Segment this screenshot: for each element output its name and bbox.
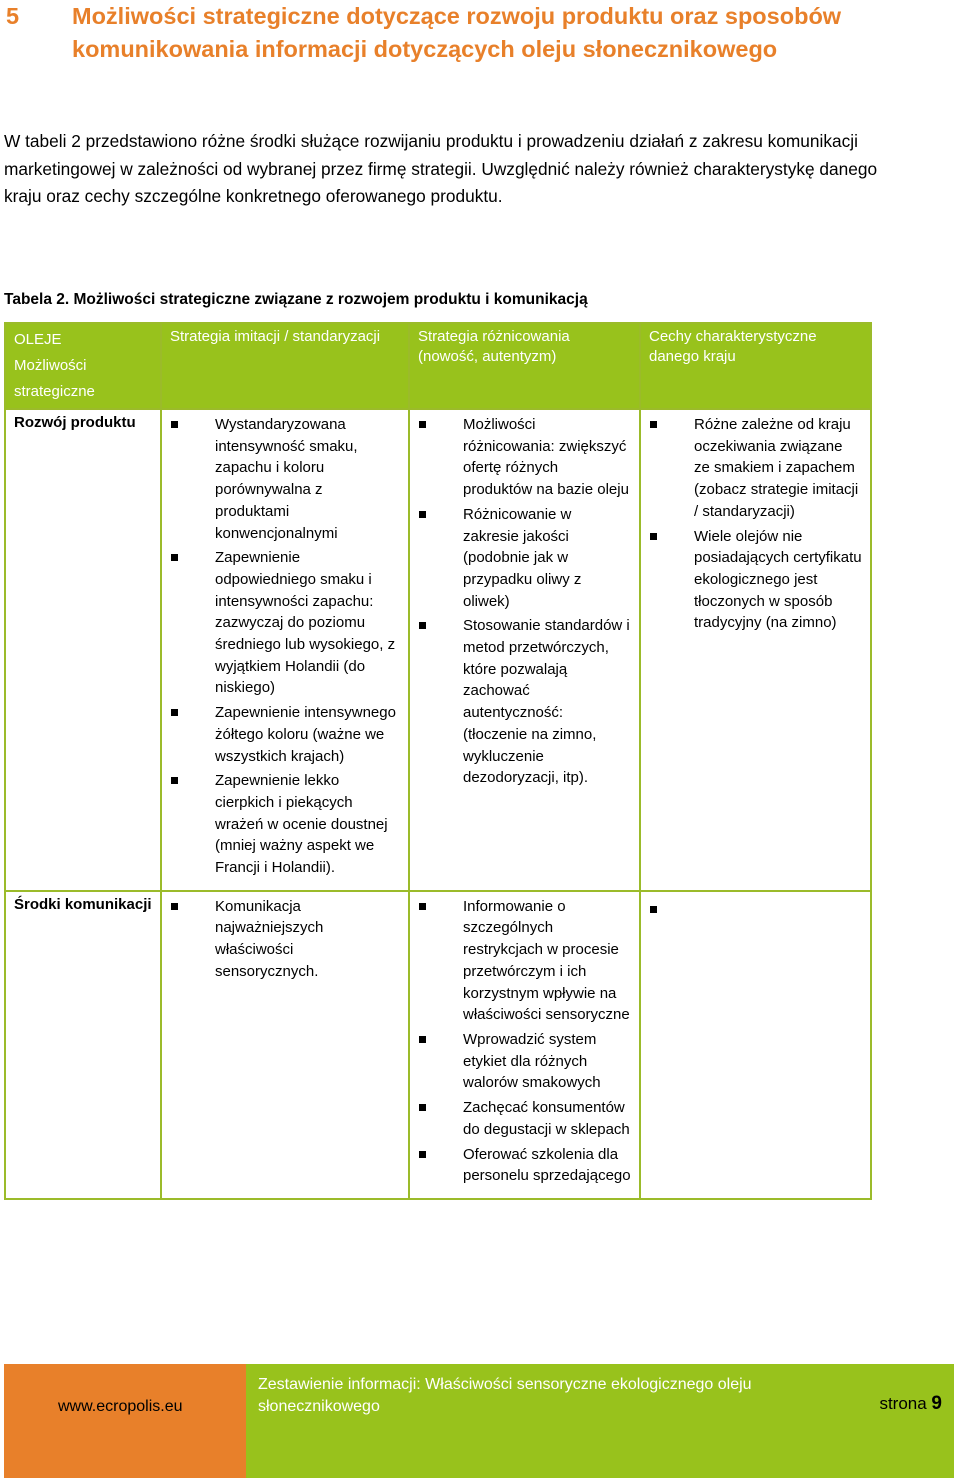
square-bullet-icon (419, 511, 426, 518)
list-item (418, 1097, 631, 1140)
cell-communication-imitation (161, 891, 409, 1199)
list-item (170, 547, 400, 699)
cell-product-imitation (161, 409, 409, 891)
bullet-list (170, 414, 400, 879)
header-country-characteristics: Cechy charakterystyczne danego kraju (640, 323, 871, 409)
list-item (418, 504, 631, 613)
square-bullet-icon (171, 554, 178, 561)
list-item (418, 615, 631, 789)
header-differentiation-strategy: Strategia różnicowania (nowość, autentyzm) (409, 323, 640, 409)
header-imitation-strategy: Strategia imitacji / standaryzacji (161, 323, 409, 409)
header-oleje-line-2: Możliwości (14, 357, 87, 374)
header-oleje-line-1: OLEJE (14, 331, 62, 348)
cell-communication-country (640, 891, 871, 1199)
header-oleje (5, 323, 161, 409)
list-item (418, 1029, 631, 1094)
list-item-text: Komunikacja najważniejszych właściwości sensorycznych. (215, 897, 324, 980)
list-item-text: Informowanie o szczególnych restrykcjach w procesie przetwórczym i ich korzystnym wpływie na właściwości sensoryczne (463, 897, 630, 1024)
list-item-text: Wprowadzić system etykiet dla różnych walorów smakowych (463, 1030, 601, 1092)
square-bullet-icon (419, 903, 426, 910)
page-label-text: strona (879, 1394, 927, 1413)
list-item-text: Oferować szkolenia dla personelu sprzedającego (463, 1145, 631, 1185)
list-item-text: Wystandaryzowana intensywność smaku, zapachu i koloru porównywalna z produktami konwencjonalnymi (215, 416, 358, 542)
table-row (5, 891, 871, 1199)
square-bullet-icon (650, 906, 657, 913)
square-bullet-icon (419, 1151, 426, 1158)
square-bullet-icon (419, 1104, 426, 1111)
list-item (418, 896, 631, 1026)
footer-title-block (246, 1364, 954, 1478)
list-item-text: Różnicowanie w zakresie jakości (podobnie jak w przypadku oliwy z oliwek) (463, 505, 582, 610)
footer-title: Zestawienie informacji: Właściwości sensoryczne ekologicznego oleju słonecznikowego (258, 1376, 752, 1415)
footer-url-block (4, 1364, 246, 1478)
row-label-communication: Środki komunikacji (5, 891, 161, 1199)
page-number: 9 (931, 1393, 942, 1414)
table-row (5, 409, 871, 891)
list-item-text: Zapewnienie lekko cierpkich i piekących wrażeń w ocenie doustnej (mniej ważny aspekt we Francji i Holandii). (215, 772, 388, 877)
list-item (649, 526, 862, 635)
intro-paragraph: W tabeli 2 przedstawiono różne środki służące rozwijaniu produktu i prowadzeniu działań z zakresu komunikacji marketingowej w zależności od wybranej przez firmę strategii. Uwzględnić należy również charakterystykę danego kraju oraz cechy szczególne konkretnego oferowanego produktu. (4, 131, 878, 206)
list-item (170, 702, 400, 767)
bullet-list (649, 414, 862, 634)
square-bullet-icon (171, 777, 178, 784)
square-bullet-icon (419, 622, 426, 629)
square-bullet-icon (171, 421, 178, 428)
section-number: 5 (6, 3, 20, 29)
header-oleje-line-3: strategiczne (14, 383, 95, 400)
table-caption: Tabela 2. Możliwości strategiczne związane z rozwojem produktu i komunikacją (4, 291, 588, 308)
square-bullet-icon (650, 533, 657, 540)
list-item-text: Zachęcać konsumentów do degustacji w sklepach (463, 1099, 630, 1138)
footer-url: www.ecropolis.eu (58, 1398, 183, 1415)
square-bullet-icon (650, 421, 657, 428)
list-item-text: Stosowanie standardów i metod przetwórczych, które pozwalają zachować autentyczność: (tłoczenie na zimno, wykluczenie dezodoryzacji, itp). (463, 617, 630, 787)
list-item-text: Zapewnienie intensywnego żółtego koloru (ważne we wszystkich krajach) (215, 704, 396, 765)
bullet-list (418, 896, 631, 1187)
list-item-text: Różne zależne od kraju oczekiwania związane ze smakiem i zapachem (zobacz strategie imitacji / standaryzacji) (694, 416, 859, 520)
table-header-row (5, 323, 871, 409)
bullet-list (418, 414, 631, 789)
square-bullet-icon (419, 1036, 426, 1043)
cell-product-differentiation (409, 409, 640, 891)
cell-product-country (640, 409, 871, 891)
square-bullet-icon (419, 421, 426, 428)
list-item-text: Wiele olejów nie posiadających certyfikatu ekologicznego jest tłoczonych w sposób tradycyjny (na zimno) (694, 527, 862, 632)
section-title: Możliwości strategiczne dotyczące rozwoju produktu oraz sposobów komunikowania informacji dotyczących oleju słonecznikowego (72, 3, 842, 62)
list-item-text: Zapewnienie odpowiedniego smaku i intensywności zapachu: zazwyczaj do poziomu średniego lub wysokiego, z wyjątkiem Holandii (do niskiego) (215, 549, 396, 697)
list-item (170, 770, 400, 879)
list-item (649, 414, 862, 523)
row-label-product-development: Rozwój produktu (5, 409, 161, 891)
strategy-table (4, 322, 872, 1200)
page-footer (4, 1364, 954, 1478)
list-item (170, 414, 400, 544)
list-item (170, 896, 400, 983)
list-item-text: Możliwości różnicowania: zwiększyć ofertę różnych produktów na bazie oleju (463, 416, 629, 499)
cell-communication-differentiation (409, 891, 640, 1199)
square-bullet-icon (171, 709, 178, 716)
list-item (418, 1144, 631, 1187)
list-item (418, 414, 631, 501)
square-bullet-icon (171, 903, 178, 910)
page-number-label (879, 1392, 942, 1416)
bullet-list (170, 896, 400, 983)
